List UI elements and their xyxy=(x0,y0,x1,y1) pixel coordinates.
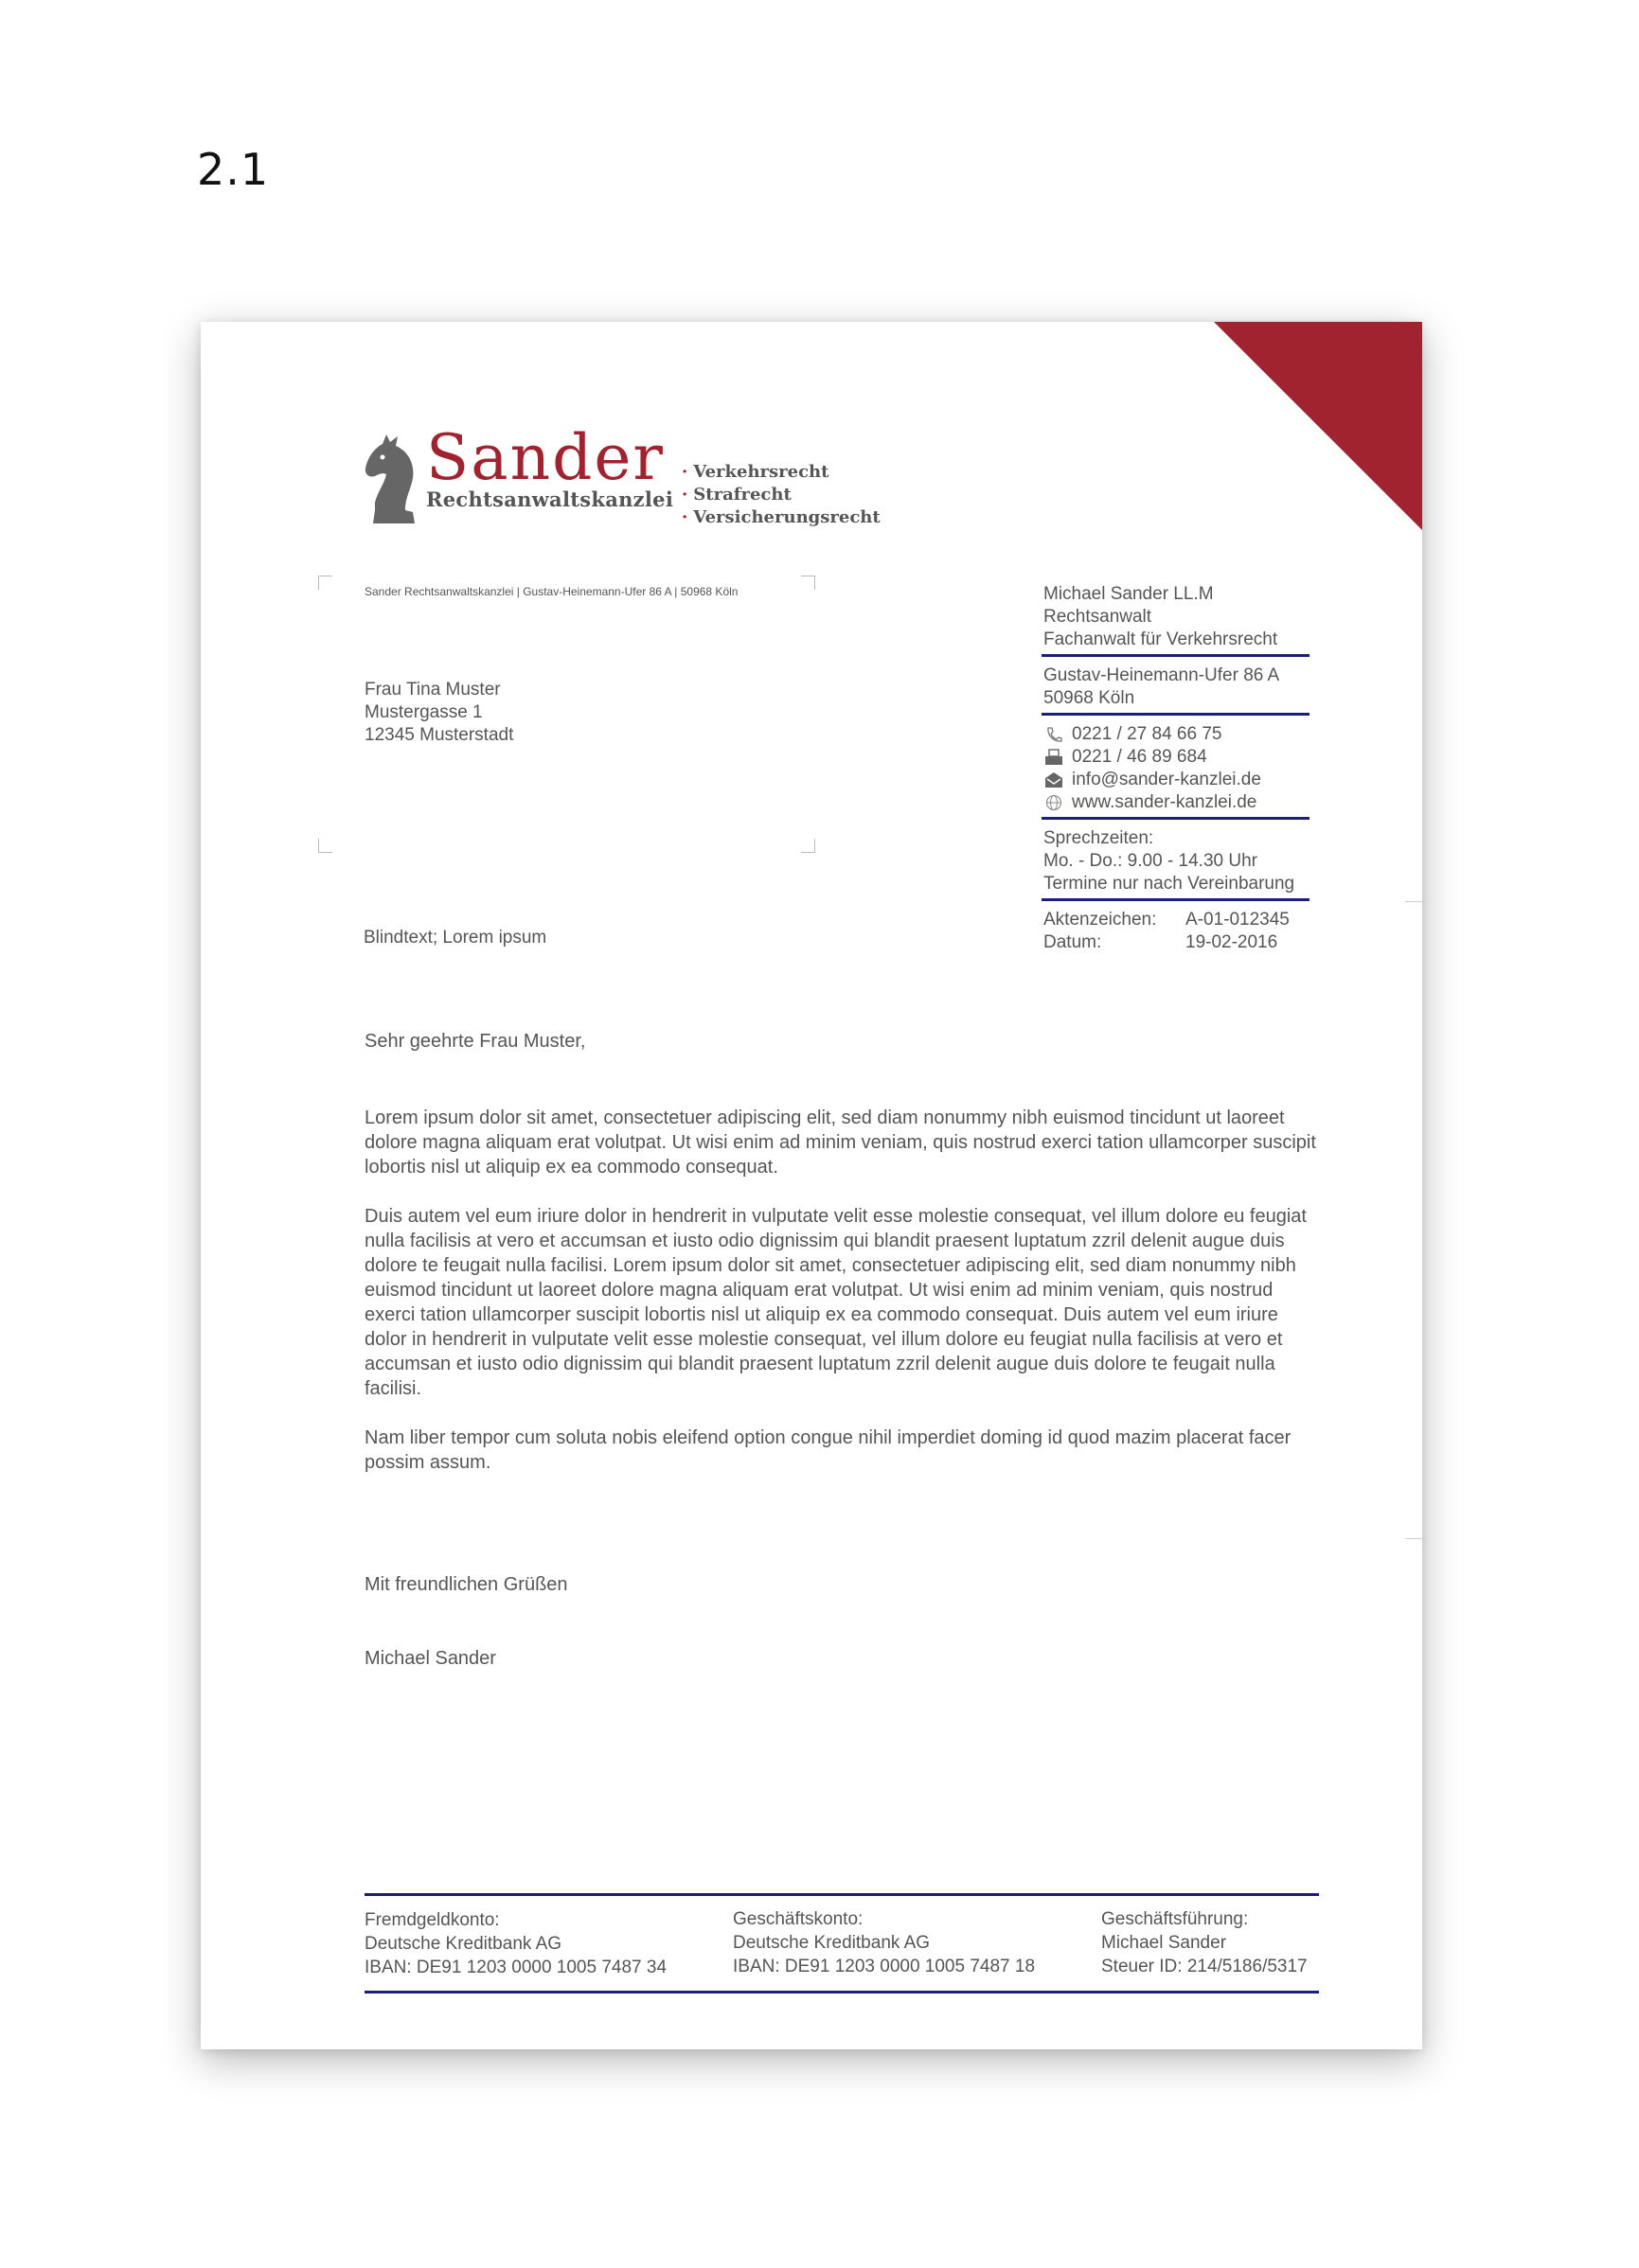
subject-line: Blindtext; Lorem ipsum xyxy=(364,928,547,948)
recipient-name: Frau Tina Muster xyxy=(365,680,501,700)
letter-sheet xyxy=(201,322,1422,2049)
contact-web: www.sander-kanzlei.de xyxy=(1043,791,1309,814)
salutation: Sehr geehrte Frau Muster, xyxy=(365,1031,586,1052)
specialty-item: · Versicherungsrecht xyxy=(682,507,881,527)
office-hours xyxy=(1042,827,1309,895)
divider xyxy=(1042,713,1309,716)
contact-info xyxy=(1042,723,1309,814)
logo-name: Sander xyxy=(426,421,665,494)
closing: Mit freundlichen Grüßen xyxy=(365,1574,568,1595)
date-row: Datum: 19-02-2016 xyxy=(1043,932,1278,952)
hours-label: Sprechzeiten: xyxy=(1043,828,1154,848)
sender-return-line: Sander Rechtsanwaltskanzlei | Gustav-Heinemann-Ufer 86 A | 50968 Köln xyxy=(365,585,739,598)
person-specialty: Fachanwalt für Verkehrsrecht xyxy=(1043,629,1278,649)
office-address xyxy=(1042,664,1309,710)
contact-email: info@sander-kanzlei.de xyxy=(1043,769,1309,791)
company-logo xyxy=(364,421,674,525)
reference-info xyxy=(1042,909,1309,954)
envelope-icon xyxy=(1043,771,1064,788)
footer-business-account: Geschäftskonto: Deutsche Kreditbank AG IBAN: DE91 1203 0000 1005 7487 18 xyxy=(733,1909,1036,1976)
window-corner-mark xyxy=(801,576,815,590)
office-city: 50968 Köln xyxy=(1043,688,1135,708)
footer-management: Geschäftsführung: Michael Sander Steuer ID: 214/5186/5317 xyxy=(1101,1909,1308,1976)
divider xyxy=(1042,898,1309,901)
body-paragraph: Nam liber tempor cum soluta nobis eleifend option congue nihil imperdiet doming id quod mazim placerat facer possim assum. xyxy=(365,1427,1292,1473)
page-number: 2.1 xyxy=(197,144,270,195)
specialty-item: · Verkehrsrecht xyxy=(682,462,829,482)
divider xyxy=(1042,654,1309,657)
logo-subtitle: Rechtsanwaltskanzlei xyxy=(426,487,674,511)
recipient-street: Mustergasse 1 xyxy=(365,702,483,722)
person-name: Michael Sander LL.M xyxy=(1043,584,1214,604)
footer-trust-account: Fremdgeldkonto: Deutsche Kreditbank AG IBAN: DE91 1203 0000 1005 7487 34 xyxy=(365,1910,668,1977)
window-corner-mark xyxy=(801,839,815,853)
contact-fax: 0221 / 46 89 684 xyxy=(1043,746,1309,769)
contact-phone: 0221 / 27 84 66 75 xyxy=(1043,723,1309,746)
body-paragraph: Duis autem vel eum iriure dolor in hendrerit in vulputate velit esse molestie consequat, vel illum dolore eu feugiat nulla facilisis at vero et accumsan et iusto odio dignissim qui blandit praesent luptatum zzril delenit augue duis dolore te feugait nulla facilisi. Lorem ipsum dolor sit amet, consectetuer adipiscing elit, sed diam nonummy nibh euismod tincidunt ut laoreet dolore magna aliquam erat volutpat. Ut wisi enim ad minim veniam, quis nostrud exerci tation ullamcorper suscipit lobortis nisl ut aliquip ex ea commodo consequat. Duis autem vel eum iriure dolor in hendrerit in vulputate velit esse molestie consequat, vel illum dolore eu feugiat nulla facilisis at vero et accumsan et iusto odio dignissim qui blandit praesent luptatum zzril delenit augue duis dolore te feugait nulla facilisi. xyxy=(365,1206,1307,1399)
office-street: Gustav-Heinemann-Ufer 86 A xyxy=(1043,665,1280,685)
footer-top-rule xyxy=(365,1893,1319,1896)
fax-icon xyxy=(1043,749,1064,766)
fold-mark xyxy=(1405,1538,1422,1539)
body-paragraph: Lorem ipsum dolor sit amet, consectetuer adipiscing elit, sed diam nonummy nibh euismod tincidunt ut laoreet dolore magna aliquam erat volutpat. Ut wisi enim ad minim veniam, quis nostrud exerci tation ullamcorper suscipit lobortis nisl ut aliquip ex ea commodo consequat. xyxy=(365,1107,1316,1178)
fold-mark xyxy=(1405,901,1422,902)
window-corner-mark xyxy=(318,576,332,590)
recipient-address xyxy=(365,679,513,747)
footer-bottom-rule xyxy=(365,1991,1319,1993)
corner-accent xyxy=(1214,322,1422,530)
letter-body xyxy=(365,1106,1321,1499)
recipient-city: 12345 Musterstadt xyxy=(365,725,514,745)
specialties-list xyxy=(682,461,881,529)
phone-icon xyxy=(1043,726,1064,743)
globe-icon xyxy=(1043,794,1064,811)
specialty-item: · Strafrecht xyxy=(682,485,792,505)
person-role: Rechtsanwalt xyxy=(1043,607,1152,627)
divider xyxy=(1042,817,1309,820)
person-info xyxy=(1042,583,1309,651)
info-block xyxy=(1042,583,1309,954)
hours-times: Mo. - Do.: 9.00 - 14.30 Uhr xyxy=(1043,851,1257,871)
hours-note: Termine nur nach Vereinbarung xyxy=(1043,874,1295,894)
knight-chess-icon xyxy=(364,431,424,525)
window-corner-mark xyxy=(318,839,332,853)
signature: Michael Sander xyxy=(365,1648,496,1669)
reference-row: Aktenzeichen: A-01-012345 xyxy=(1043,910,1290,930)
